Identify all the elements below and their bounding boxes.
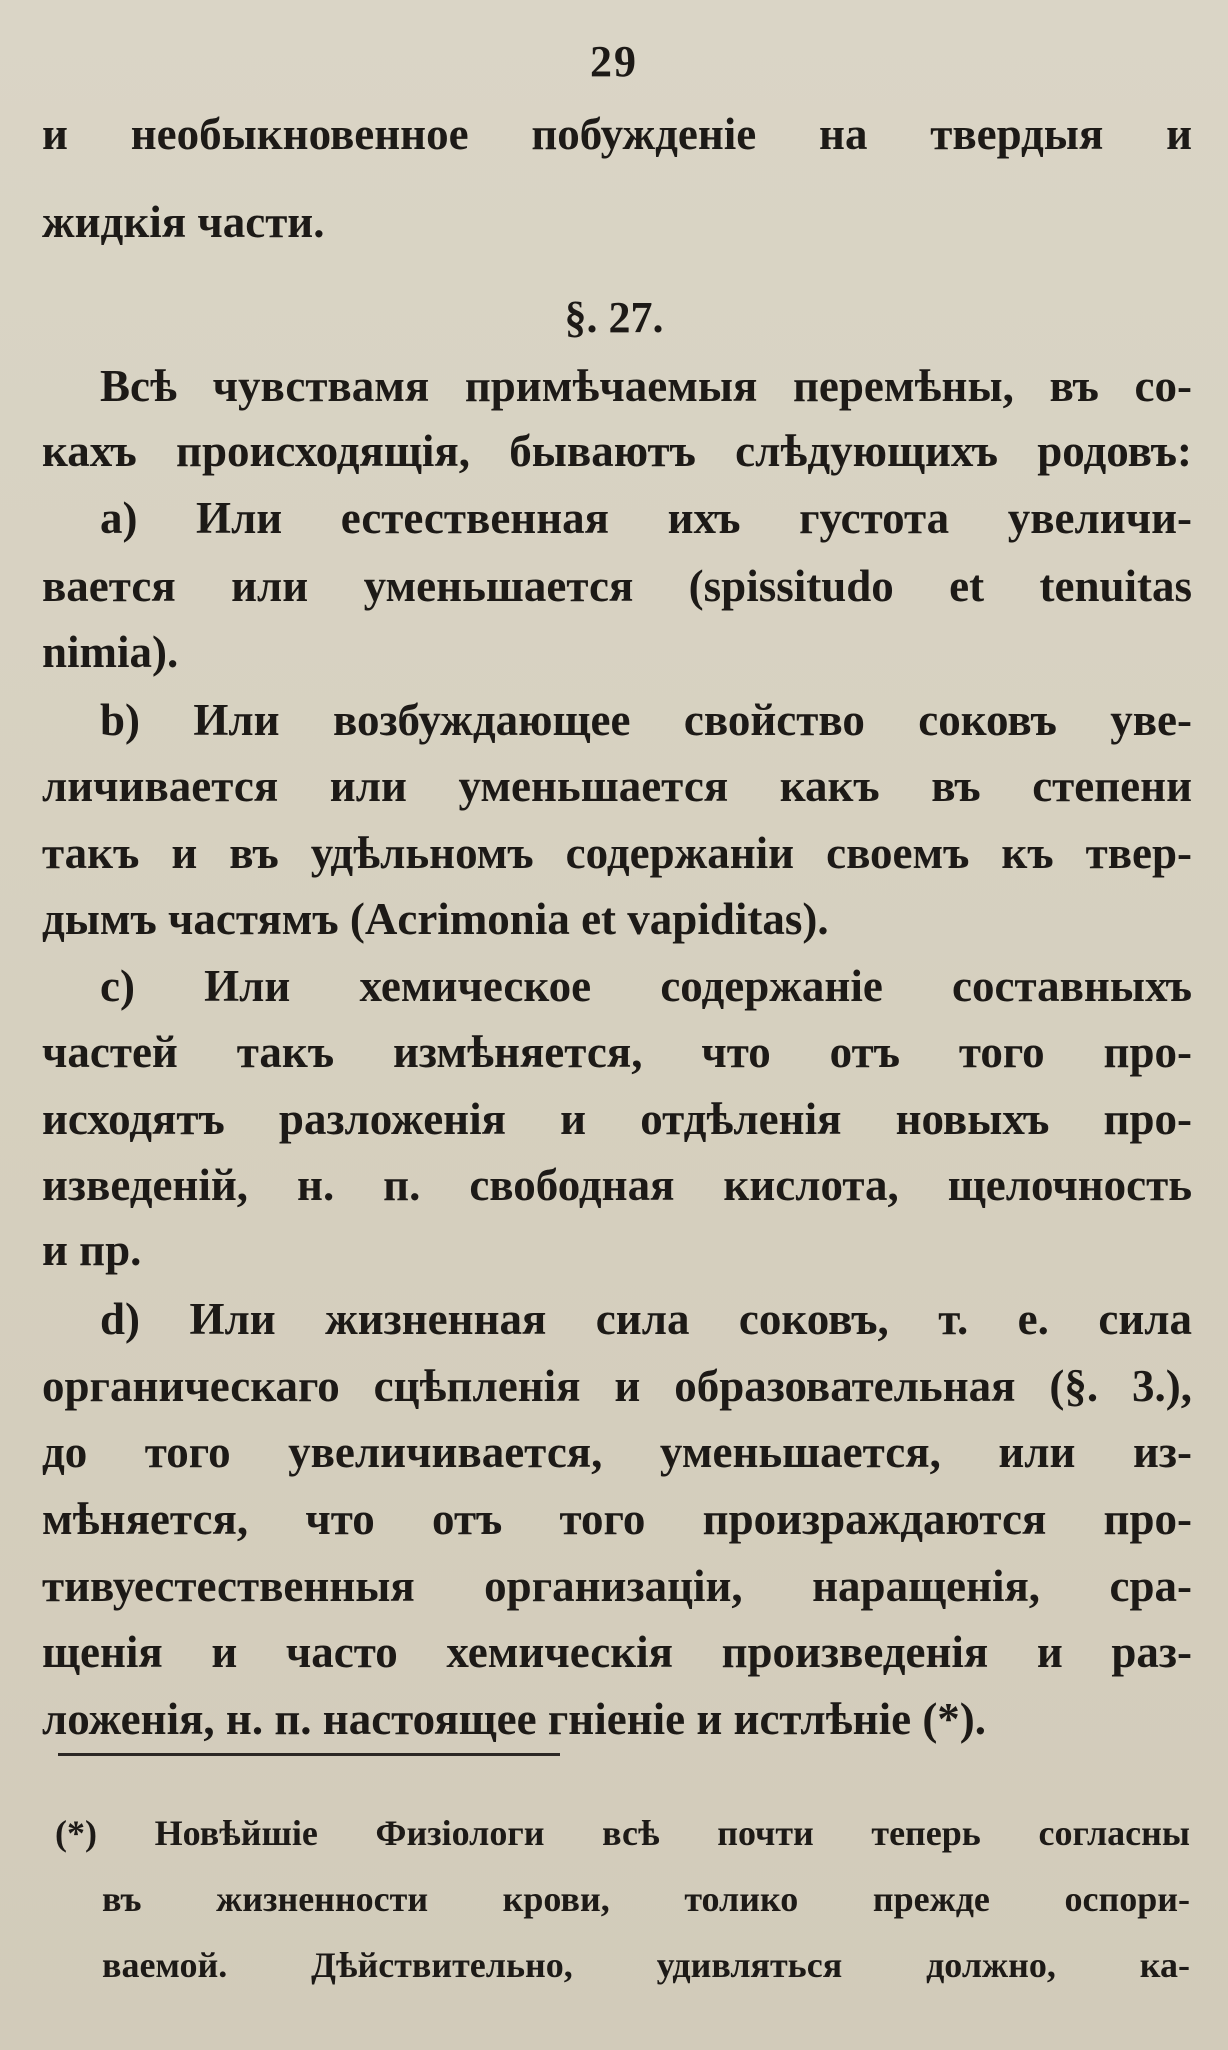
footnote-line: въ жизненности крови, толико прежде оспори- [102, 1879, 1190, 1919]
text-line: nimia). [42, 627, 179, 677]
text-line: a) Или естественная ихъ густота увеличи- [100, 493, 1192, 543]
text-line: органическаго сцѣпленія и образовательная (§. 3.), [42, 1361, 1192, 1411]
footnote-line: (*) Новѣйшіе Физіологи всѣ почти теперь согласны [55, 1813, 1190, 1853]
text-line: такъ и въ удѣльномъ содержаніи своемъ къ твер- [42, 828, 1192, 878]
text-line: щенія и часто хемическія произведенія и раз- [42, 1627, 1192, 1677]
text-line: и необыкновенное побужденіе на твердыя и [42, 109, 1192, 159]
text-line: частей такъ измѣняется, что отъ того про- [42, 1027, 1192, 1077]
footnote-divider [58, 1753, 560, 1756]
text-line: ложенія, н. п. настоящее гніеніе и истлѣніе (*). [42, 1694, 987, 1744]
text-line: b) Или возбуждающее свойство соковъ уве- [100, 695, 1192, 745]
text-line: личивается или уменьшается какъ въ степени [42, 761, 1192, 811]
text-line: жидкія части. [42, 197, 325, 247]
text-line: кахъ происходящія, бываютъ слѣдующихъ родовъ: [42, 426, 1192, 476]
page-number: 29 [590, 37, 638, 86]
text-line: и пр. [42, 1225, 142, 1275]
text-line: изведеній, н. п. свободная кислота, щелочность [42, 1160, 1192, 1210]
text-line: вается или уменьшается (spissitudo et tenuitas [42, 561, 1192, 611]
text-line: d) Или жизненная сила соковъ, т. е. сила [100, 1294, 1192, 1344]
section-heading: §. 27. [564, 293, 664, 342]
text-line: c) Или хемическое содержаніе составныхъ [100, 961, 1192, 1011]
text-line: дымъ частямъ (Acrimonia et vapiditas). [42, 894, 829, 944]
text-line: мѣняется, что отъ того произраждаются про- [42, 1494, 1192, 1544]
text-line: Всѣ чувствамя примѣчаемыя перемѣны, въ со- [100, 361, 1192, 411]
text-line: до того увеличивается, уменьшается, или из- [42, 1427, 1192, 1477]
text-line: тивуестественныя организаціи, наращенія, сра- [42, 1561, 1192, 1611]
text-line: исходятъ разложенія и отдѣленія новыхъ про- [42, 1094, 1192, 1144]
footnote-line: ваемой. Дѣйствительно, удивляться должно, ка- [102, 1945, 1190, 1985]
